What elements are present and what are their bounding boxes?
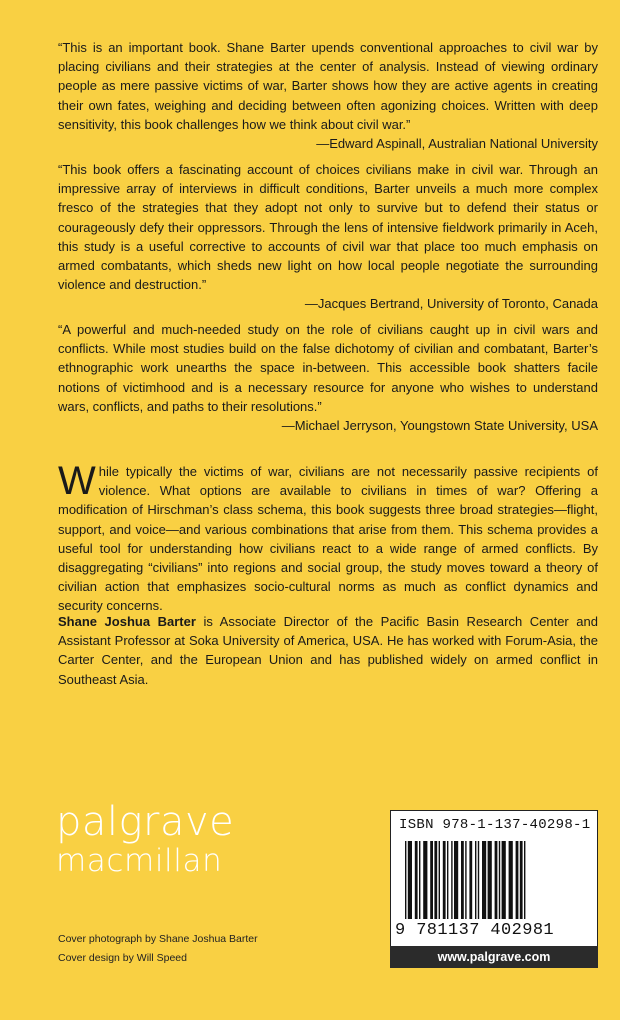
isbn-barcode (390, 810, 598, 948)
book-description (58, 459, 598, 616)
cover-credits (58, 930, 258, 968)
barcode-bar (499, 841, 500, 919)
drop-cap: W (58, 459, 96, 503)
barcode-bar (405, 841, 406, 919)
barcode-bar (465, 841, 466, 919)
barcode-bar (520, 841, 523, 919)
quote-attribution: —Michael Jerryson, Youngstown State University, USA (281, 418, 598, 434)
design-credit: Cover design by Will Speed (58, 952, 187, 964)
barcode-bar (430, 841, 433, 919)
photo-credit: Cover photograph by Shane Joshua Barter (58, 933, 258, 945)
barcode-bar (423, 841, 427, 919)
quote-text: “This is an important book. Shane Barter upends conventional approaches to civil war by placing civilians and their strategies at the center of analysis. Instead of viewing ordinary people as mere passive victims of war, Barter shows how they are active agents in creating their own fates, weighing and deciding between often agonizing choices. Written with deep sensitivity, this book challenges how we think about civil war.” (58, 40, 598, 132)
author-name: Shane Joshua Barter (58, 614, 196, 629)
review-quote-3 (58, 320, 598, 435)
barcode-bar (475, 841, 476, 919)
publisher-website: www.palgrave.com (390, 946, 598, 968)
barcode-bar (434, 841, 437, 919)
barcode-bar (509, 841, 513, 919)
barcode-bar (488, 841, 492, 919)
isbn-label: ISBN 978-1-137-40298-1 (399, 817, 591, 833)
barcode-bar (415, 841, 418, 919)
barcode-bar (502, 841, 506, 919)
publisher-logo (56, 800, 234, 878)
barcode-bar (469, 841, 472, 919)
barcode-bar (439, 841, 440, 919)
barcode-bar (516, 841, 519, 919)
barcode-bar (447, 841, 448, 919)
quote-attribution: —Jacques Bertrand, University of Toronto, Canada (304, 296, 598, 312)
barcode-bar (408, 841, 412, 919)
quote-text: “A powerful and much-needed study on the role of civilians caught up in civil wars and conflicts. While most studies build on the false dichotomy of civilian and combatant, Barter’s ethnographic work unearths the space in-between. This accessible book shatters facile notions of victimhood and is a necessary resource for anyone who wishes to understand wars, conflicts, and paths to their resolutions.” (58, 322, 598, 414)
review-quote-1 (58, 38, 598, 153)
author-bio (58, 612, 598, 689)
review-quote-2 (58, 160, 598, 314)
logo-line-palgrave: palgrave (56, 799, 235, 845)
barcode-bar (443, 841, 446, 919)
description-text: hile typically the victims of war, civilians are not necessarily passive recipients of violence. What options are available to civilians in times of war? Offering a modification of Hirschman’s class schema, this book suggests three broad strategies—flight, support, and voice—and various combinations that arise from them. This schema provides a useful tool for understanding how civilians react to a wide range of armed conflicts. By disaggregating “civilians” into regions and social group, the study moves toward a theory of civilian action that emphasizes socio-cultural norms as much as conflict dynamics and security concerns. (58, 464, 598, 614)
barcode-bar (461, 841, 464, 919)
barcode-bar (524, 841, 525, 919)
barcode-digits: 9 781137 402981 (395, 921, 555, 940)
bio-text: is Associate Director of the Pacific Basin Research Center and Assistant Professor at Soka University of America, USA. He has worked with Forum-Asia, the Carter Center, and the European Union and has published widely on armed conflict in Southeast Asia. (58, 614, 598, 687)
barcode-bar (454, 841, 458, 919)
logo-line-macmillan: macmillan (56, 843, 223, 879)
barcode-bar (482, 841, 486, 919)
quote-text: “This book offers a fascinating account of choices civilians make in civil war. Through an impressive array of interviews in difficult conditions, Barter unveils a much more complex fresco of the strategies that they adopt not only to survive but to defend their status or courageously defy their oppressors. Through the lens of intensive fieldwork primarily in Aceh, this study is a useful corrective to accounts of civil war that place too much emphasis on armed combatants, which sheds new light on how local people negotiate the surrounding violence and destruction.” (58, 162, 598, 293)
barcode-bar (478, 841, 479, 919)
quote-attribution: —Edward Aspinall, Australian National University (316, 136, 598, 152)
barcode-bars (401, 841, 587, 921)
barcode-bar (495, 841, 498, 919)
barcode-bar (451, 841, 452, 919)
barcode-bar (419, 841, 420, 919)
